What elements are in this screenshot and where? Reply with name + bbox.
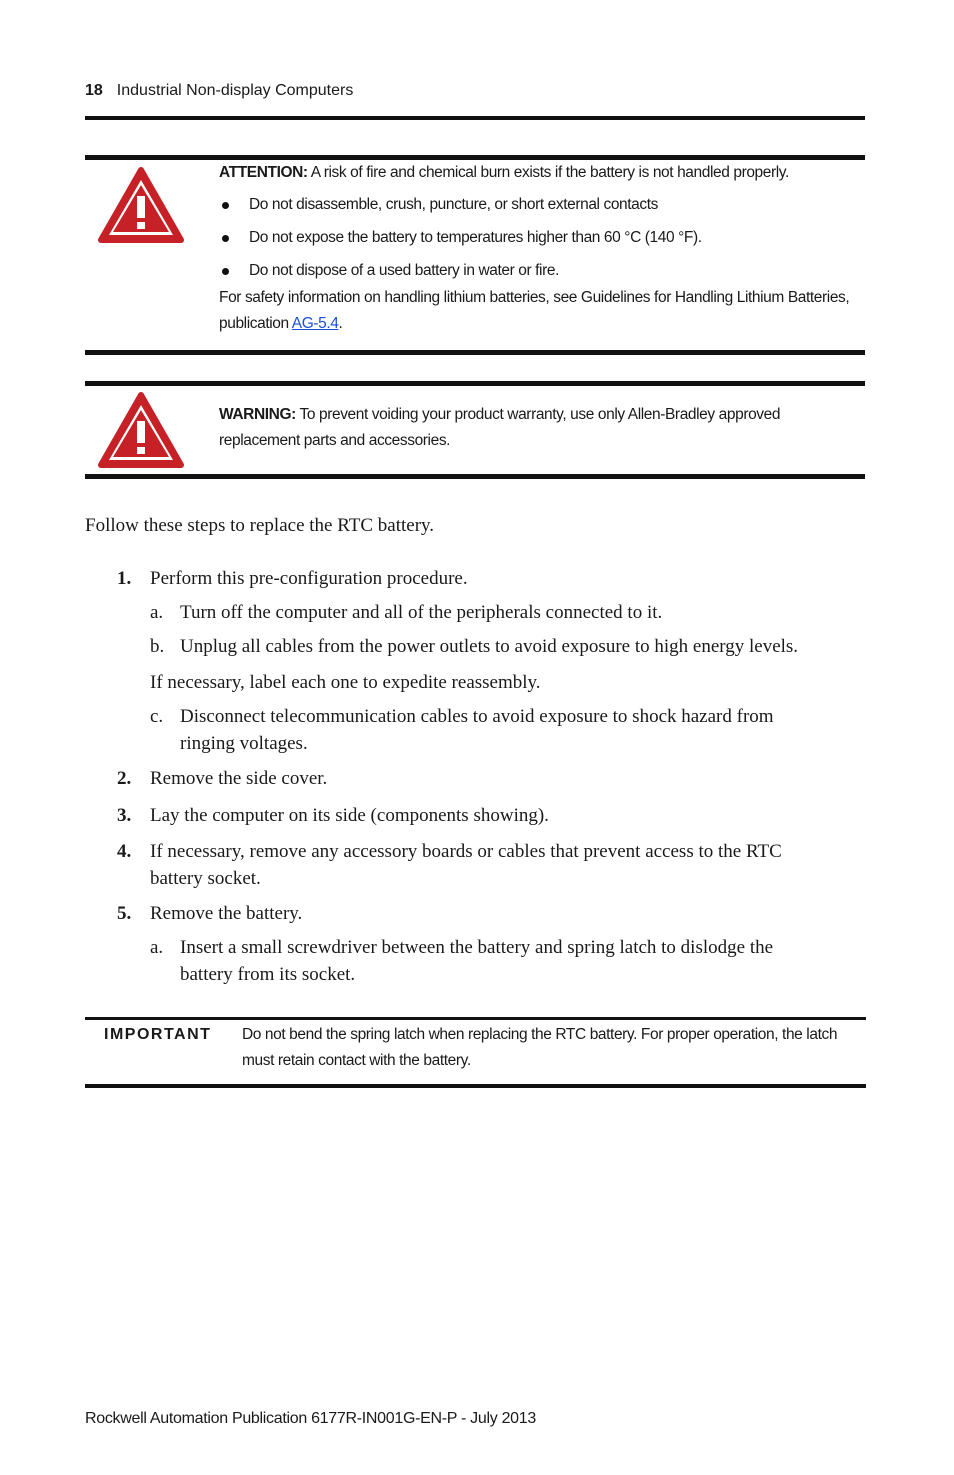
substep-letter: a. bbox=[150, 937, 164, 958]
step-text: Remove the side cover. bbox=[150, 768, 328, 789]
publication-link[interactable]: AG-5.4 bbox=[291, 315, 339, 332]
list-item bbox=[219, 225, 859, 251]
step-text: Remove the battery. bbox=[150, 903, 303, 924]
substep-text: Insert a small screwdriver between the battery and spring latch to dislodge the battery from its socket. bbox=[180, 937, 774, 985]
safety-info-period: . bbox=[338, 315, 343, 332]
attention-text: A risk of fire and chemical burn exists if the battery is not handled properly. bbox=[310, 164, 789, 181]
list-item bbox=[219, 258, 859, 284]
document-title: Industrial Non-display Computers bbox=[116, 82, 354, 99]
safety-info-text: For safety information on handling lithium batteries, see Guidelines for Handling Lithium Batteries, publication bbox=[219, 289, 850, 332]
warning-label: WARNING: bbox=[219, 406, 296, 423]
substep-text: Disconnect telecommunication cables to avoid exposure to shock hazard from ringing voltages. bbox=[180, 706, 774, 754]
step-number: 3. bbox=[117, 805, 132, 826]
warning-notice bbox=[85, 386, 865, 474]
intro-paragraph: Follow these steps to replace the RTC battery. bbox=[85, 515, 435, 536]
list-item bbox=[219, 192, 859, 218]
step-note: If necessary, label each one to expedite reassembly. bbox=[150, 672, 541, 693]
page-number: 18 bbox=[85, 82, 103, 99]
step-number: 4. bbox=[117, 841, 132, 862]
running-header bbox=[85, 82, 353, 100]
bullet-text: Do not disassemble, crush, puncture, or short external contacts bbox=[249, 196, 659, 213]
safety-info bbox=[219, 285, 859, 337]
attention-bullet-list bbox=[219, 192, 859, 284]
step-number: 5. bbox=[117, 903, 132, 924]
warning-body bbox=[219, 402, 859, 454]
bullet-icon bbox=[222, 202, 229, 209]
bullet-icon bbox=[222, 268, 229, 275]
warning-triangle-icon bbox=[97, 166, 185, 251]
important-text: Do not bend the spring latch when replacing the RTC battery. For proper operation, the latch must retain contact with the battery. bbox=[242, 1026, 838, 1069]
attention-statement bbox=[219, 160, 859, 186]
warning-bottom-rule bbox=[85, 474, 865, 479]
substep-letter: c. bbox=[150, 706, 164, 727]
step-number: 2. bbox=[117, 768, 132, 789]
substep-text: Unplug all cables from the power outlets to avoid exposure to high energy levels. bbox=[180, 636, 799, 657]
publication-footer: Rockwell Automation Publication 6177R-IN001G-EN-P - July 2013 bbox=[85, 1410, 536, 1427]
attention-notice bbox=[85, 160, 865, 350]
step-number: 1. bbox=[117, 568, 132, 589]
substep-letter: a. bbox=[150, 602, 164, 623]
step-text: Perform this pre-configuration procedure. bbox=[150, 568, 468, 589]
bullet-icon bbox=[222, 235, 229, 242]
attention-label: ATTENTION: bbox=[219, 164, 308, 181]
warning-text: To prevent voiding your product warranty, use only Allen-Bradley approved replacement parts and accessories. bbox=[219, 406, 781, 449]
attention-bottom-rule bbox=[85, 350, 865, 355]
substep-text: Turn off the computer and all of the peripherals connected to it. bbox=[180, 602, 663, 623]
header-rule bbox=[85, 116, 865, 120]
attention-body bbox=[219, 160, 859, 337]
bullet-text: Do not dispose of a used battery in water or fire. bbox=[249, 262, 559, 279]
substep-letter: b. bbox=[150, 636, 165, 657]
important-notice bbox=[85, 1017, 866, 1088]
warning-triangle-icon bbox=[97, 391, 185, 476]
bullet-text: Do not expose the battery to temperatures higher than 60 °C (140 °F). bbox=[249, 229, 702, 246]
step-text: If necessary, remove any accessory boards or cables that prevent access to the RTC battery socket. bbox=[150, 841, 782, 889]
important-label: IMPORTANT bbox=[104, 1026, 212, 1043]
step-text: Lay the computer on its side (components showing). bbox=[150, 805, 549, 826]
